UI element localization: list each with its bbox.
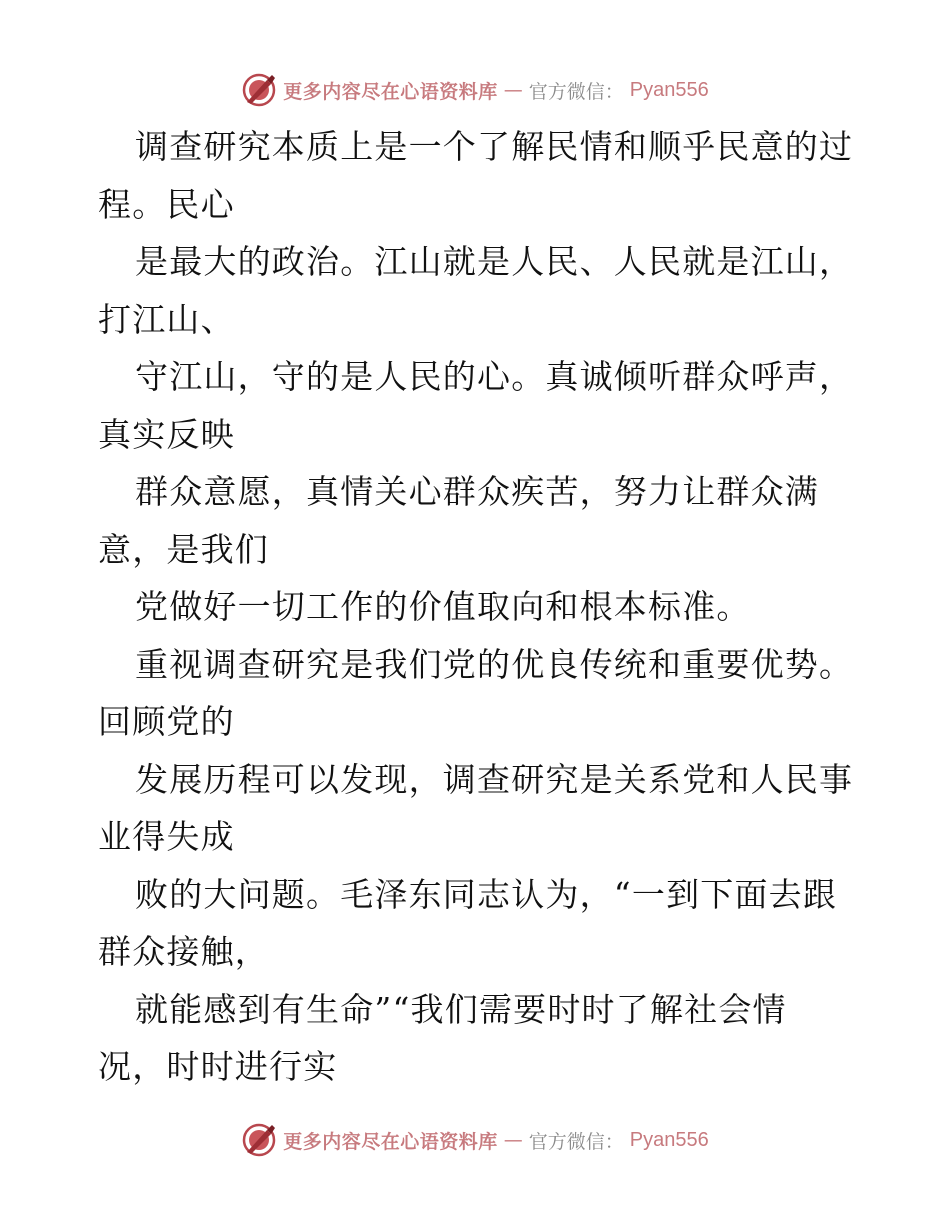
body-line: 回顾党的 — [98, 702, 235, 741]
body-line: 是最大的政治。江山就是人民、人民就是江山， — [135, 242, 854, 281]
footer-wechat-id: Pyan556 — [629, 1128, 709, 1151]
body-line: 党做好一切工作的价值取向和根本标准。 — [135, 587, 751, 626]
body-line: 调查研究本质上是一个了解民情和顺乎民意的过 — [135, 127, 854, 166]
body-line: 发展历程可以发现，调查研究是关系党和人民事 — [135, 759, 854, 799]
body-line: 意，是我们 — [98, 529, 269, 569]
header-wechat-label: 官方微信： — [528, 80, 624, 103]
body-line: 败的大问题。毛泽东同志认为，“一到下面去跟 — [135, 874, 838, 914]
footer-wechat-label: 官方微信： — [528, 1130, 624, 1153]
header-site-text: 更多内容尽在心语资料库 — [283, 80, 498, 103]
body-line: 群众接触， — [98, 932, 269, 971]
body-line: 真实反映 — [98, 414, 235, 454]
body-line: 业得失成 — [98, 817, 235, 856]
body-line: 就能感到有生命”“我们需要时时了解社会情 — [135, 989, 787, 1029]
body-line: 打江山、 — [98, 299, 235, 339]
footer-site-text: 更多内容尽在心语资料库 — [283, 1130, 498, 1153]
body-line: 况，时时进行实 — [98, 1047, 338, 1086]
document-body — [98, 118, 868, 1096]
body-line: 重视调查研究是我们党的优良传统和重要优势。 — [135, 644, 854, 684]
header-banner — [0, 72, 950, 108]
body-line: 程。民心 — [98, 184, 235, 224]
header-dash: — — [503, 79, 523, 101]
body-line: 群众意愿，真情关心群众疾苦，努力让群众满 — [135, 472, 819, 511]
body-line: 守江山，守的是人民的心。真诚倾听群众呼声， — [135, 357, 854, 396]
header-wechat-id: Pyan556 — [629, 78, 709, 101]
pen-seal-icon — [241, 1122, 277, 1158]
pen-seal-icon — [241, 72, 277, 108]
footer-banner — [0, 1122, 950, 1158]
footer-dash: — — [503, 1129, 523, 1151]
